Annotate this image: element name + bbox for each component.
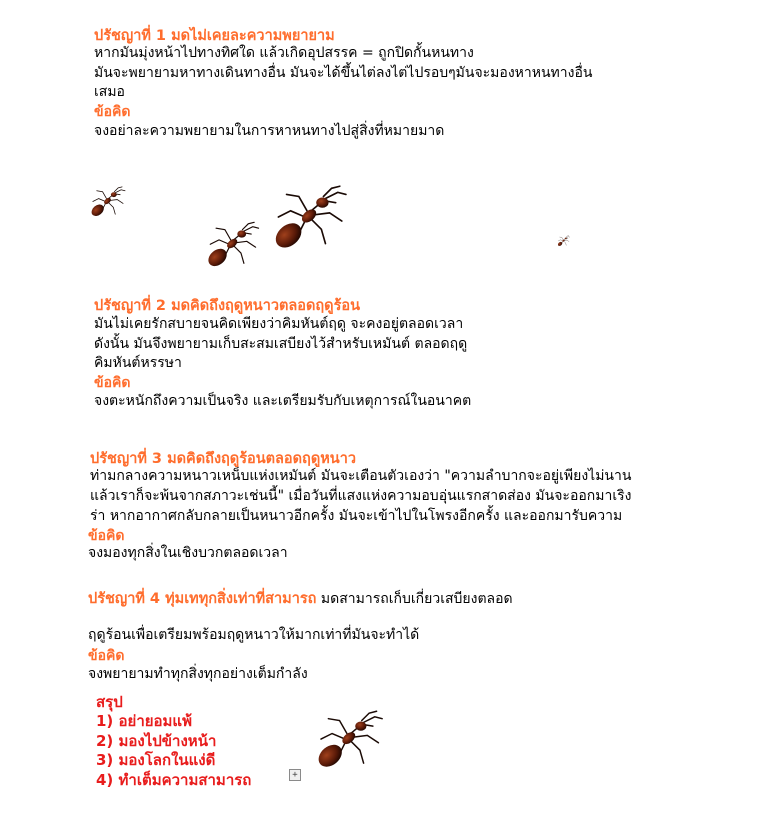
philosophy-1-idea-label: ข้อคิด xyxy=(94,104,131,120)
philosophy-4-line: ฤดูร้อนเพื่อเตรียมพร้อมฤดูหนาวให้มากเท่าที่มันจะทำได้ xyxy=(88,627,420,643)
philosophy-4-idea: จงพยายามทำทุกสิ่งทุกอย่างเต็มกำลัง xyxy=(88,666,308,682)
philosophy-4-heading: ปรัชญาที่ 4 ทุ่มเททุกสิ่งเท่าที่สามารถ xyxy=(88,591,317,607)
philosophy-3-idea: จงมองทุกสิ่งในเชิงบวกตลอดเวลา xyxy=(88,545,288,561)
philosophy-2-line-2: ดังนั้น มันจึงพยายามเก็บสะสมเสบียงไว้สำหรับเหมันต์ ตลอดฤดู xyxy=(94,336,468,352)
philosophy-3-idea-label: ข้อคิด xyxy=(88,528,125,544)
philosophy-1-idea: จงอย่าละความพยายามในการหาหนทางไปสู่สิ่งที่หมายมาด xyxy=(94,123,445,139)
philosophy-2-heading: ปรัชญาที่ 2 มดคิดถึงฤดูหนาวตลอดฤดูร้อน xyxy=(94,298,361,314)
summary-item: 3) มองโลกในแง่ดี xyxy=(96,751,216,769)
ant-icon xyxy=(556,234,570,248)
ant-icon xyxy=(308,706,384,774)
philosophy-2-line-1: มันไม่เคยรักสบายจนคิดเพียงว่าคิมหันต์ฤดู จะคงอยู่ตลอดเวลา xyxy=(94,316,464,332)
philosophy-3-line-1: ท่ามกลางความหนาวเหน็บแห่งเหมันต์ มันจะเตือนตัวเองว่า "ความลำบากจะอยู่เพียงไม่นาน xyxy=(90,468,632,484)
philosophy-3-heading: ปรัชญาที่ 3 มดคิดถึงฤดูร้อนตลอดฤดูหนาว xyxy=(90,451,357,467)
philosophy-1-heading: ปรัชญาที่ 1 มดไม่เคยละความพยายาม xyxy=(94,28,335,44)
philosophy-3-line-3: ร่า หากอากาศกลับกลายเป็นหนาวอีกครั้ง มันจะเข้าไปในโพรงอีกครั้ง และออกมารับความ xyxy=(90,508,623,524)
philosophy-4-idea-label: ข้อคิด xyxy=(88,648,125,664)
summary-item: 2) มองไปข้างหน้า xyxy=(96,732,217,750)
move-handle-icon[interactable]: + xyxy=(289,769,301,781)
philosophy-4-heading-tail: มดสามารถเก็บเกี่ยวเสบียงตลอด xyxy=(316,591,513,607)
summary-item: 4) ทำเต็มความสามารถ xyxy=(96,771,252,789)
ant-icon xyxy=(200,218,260,272)
philosophy-2-idea-label: ข้อคิด xyxy=(94,375,131,391)
summary-title: สรุป xyxy=(96,693,123,711)
philosophy-2-line-3: คิมหันต์หรรษา xyxy=(94,355,182,371)
ant-icon xyxy=(86,182,126,222)
ant-icon xyxy=(264,180,348,256)
philosophy-1-line-2: มันจะพยายามหาทางเดินทางอื่น มันจะได้ขึ้นไต่ลงไต่ไปรอบๆมันจะมองหาหนทางอื่น xyxy=(94,65,593,81)
philosophy-1-line-1: หากมันมุ่งหน้าไปทางทิศใด แล้วเกิดอุปสรรค = ถูกปิดกั้นหนทาง xyxy=(94,45,474,61)
summary-item: 1) อย่ายอมแพ้ xyxy=(96,712,192,730)
philosophy-1-line-3: เสมอ xyxy=(94,84,125,100)
philosophy-3-line-2: แล้วเราก็จะพ้นจากสภาวะเช่นนี้" เมื่อวันที่แสงแห่งความอบอุ่นแรกสาดส่อง มันจะออกมาเริง xyxy=(90,488,632,504)
philosophy-2-idea: จงตะหนักถึงความเป็นจริง และเตรียมรับกับเหตุการณ์ในอนาคต xyxy=(94,393,472,409)
philosophy-4-heading-row xyxy=(88,587,513,610)
